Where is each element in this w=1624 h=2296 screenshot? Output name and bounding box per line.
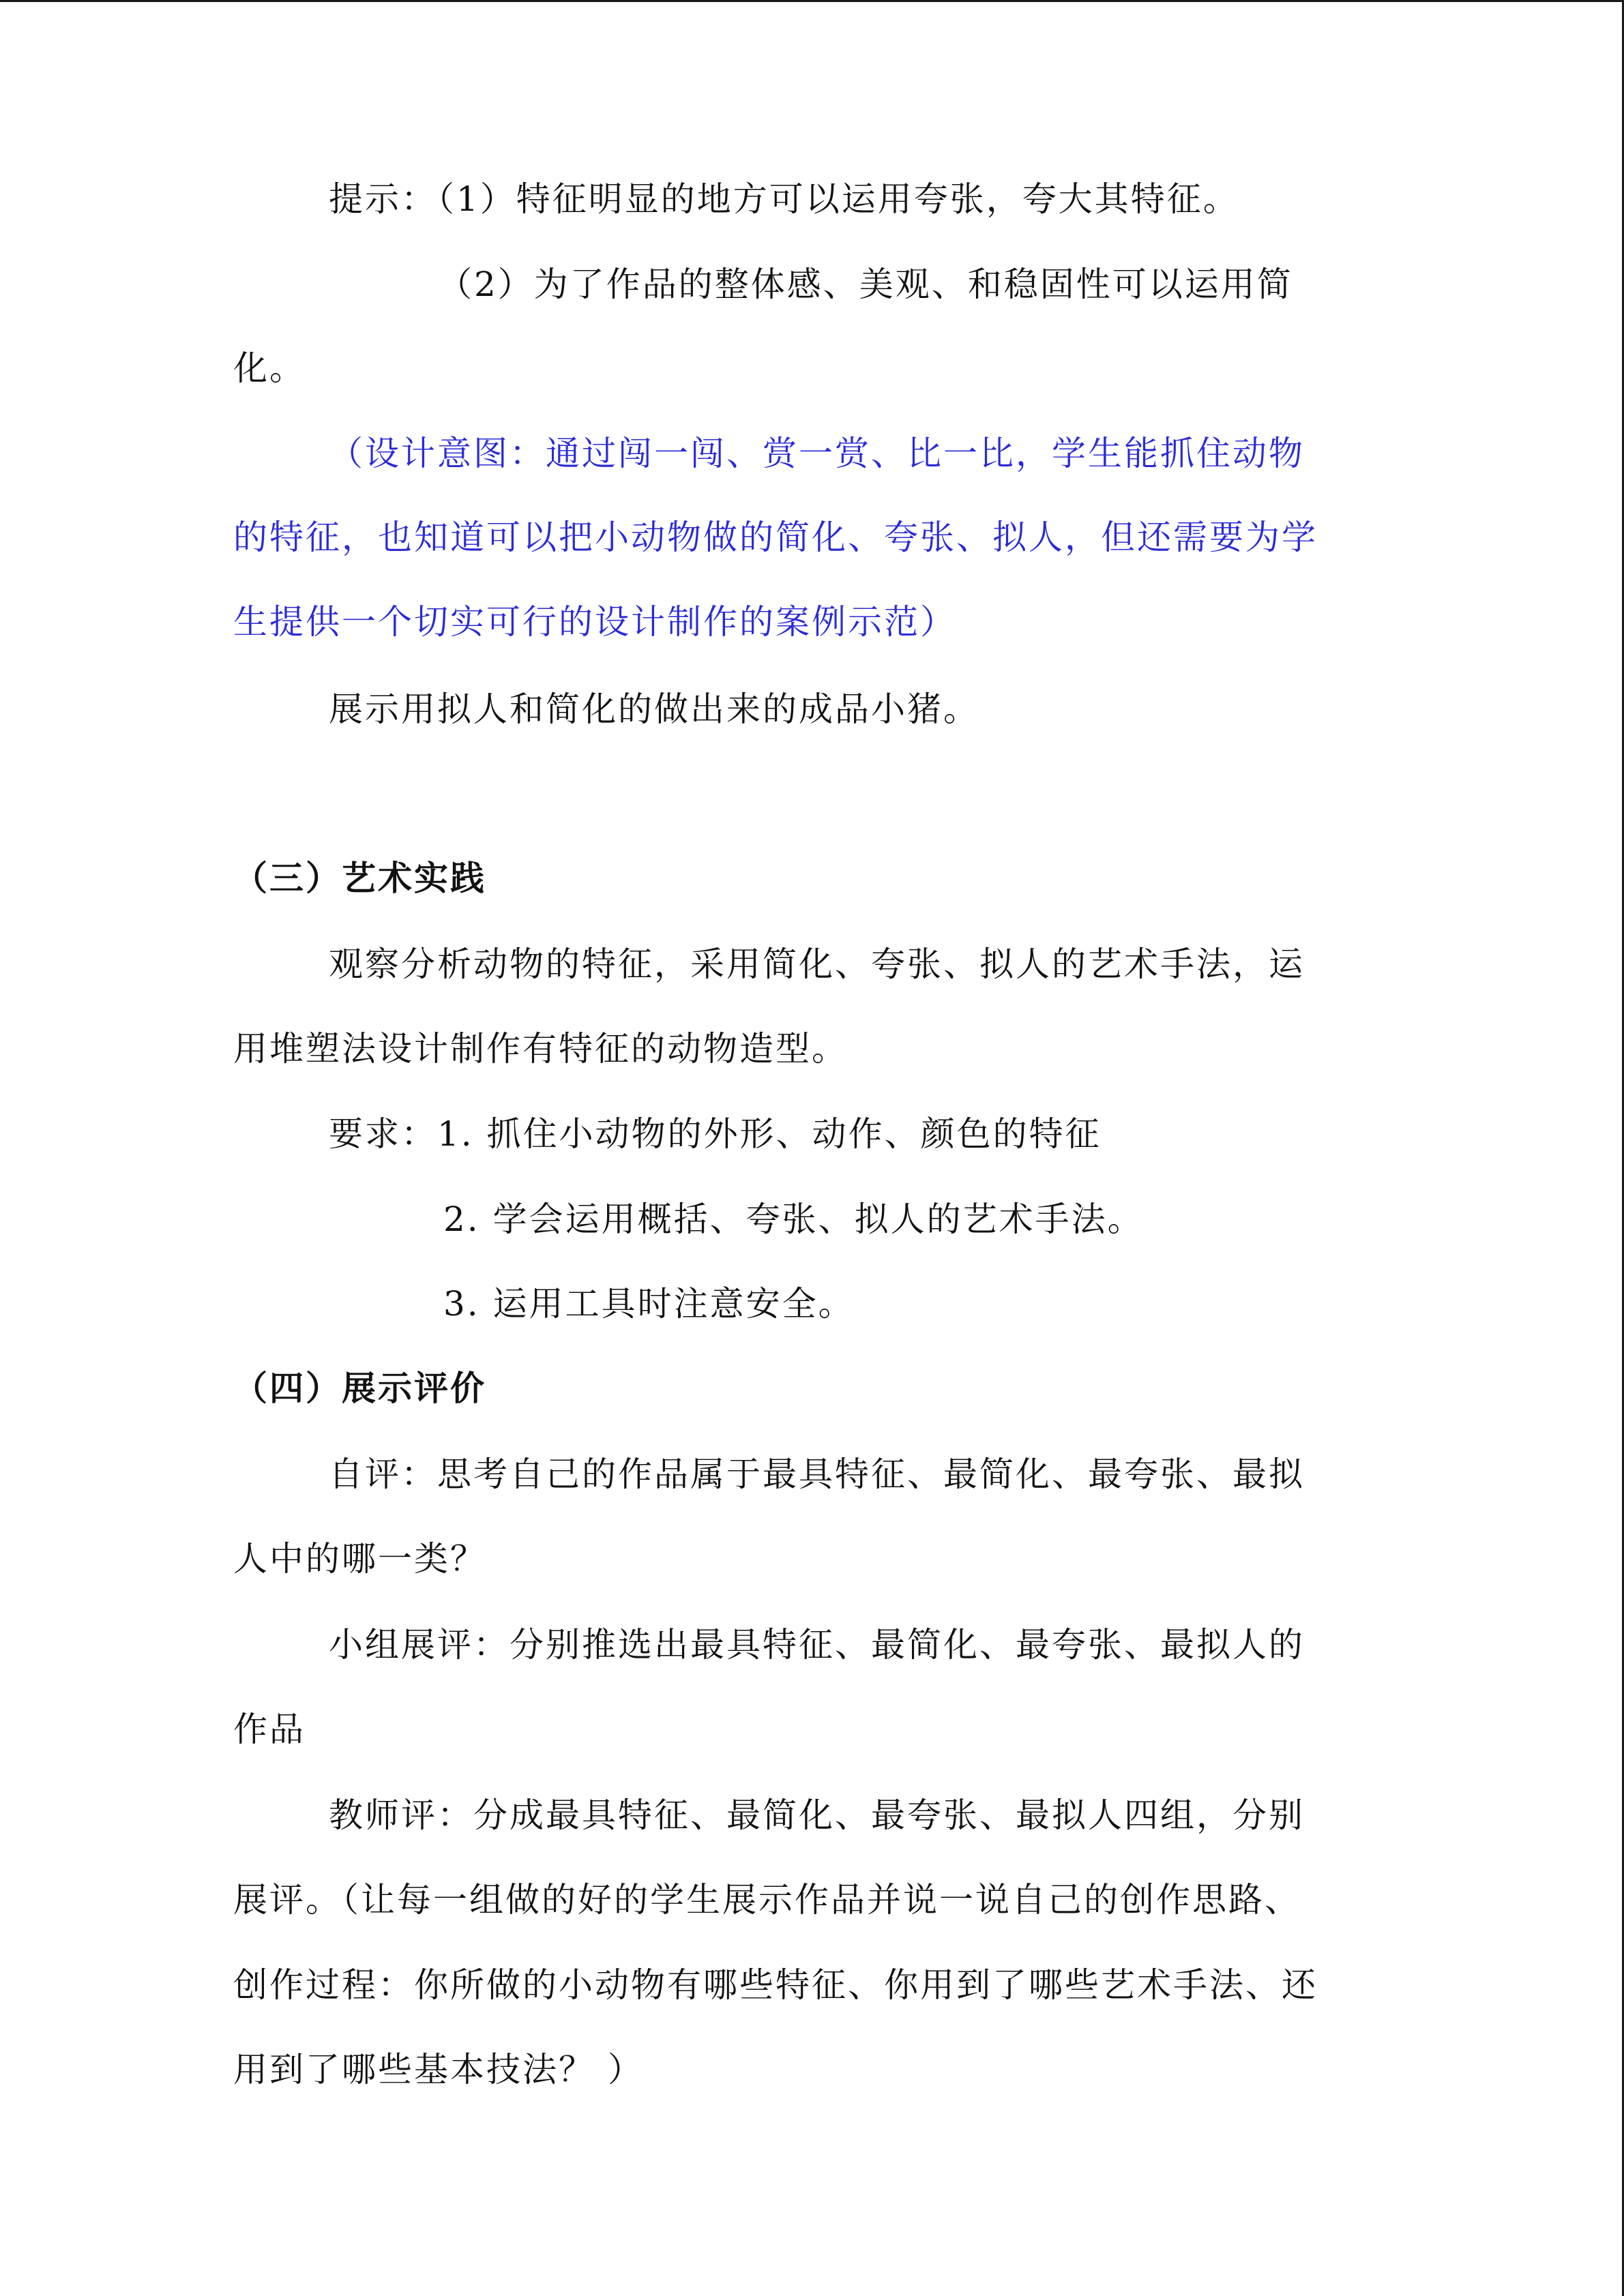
design-intent-line-1: （设计意图：通过闯一闯、赏一赏、比一比，学生能抓住动物 xyxy=(329,434,1305,473)
requirement-2: 2. 学会运用概括、夸张、拟人的艺术手法。 xyxy=(443,1199,1144,1239)
practice-line-1: 观察分析动物的特征，采用简化、夸张、拟人的艺术手法，运 xyxy=(329,944,1305,984)
self-eval-line-1: 自评：思考自己的作品属于最具特征、最简化、最夸张、最拟 xyxy=(329,1455,1305,1494)
hint-line-1: 提示：（1）特征明显的地方可以运用夸张，夸大其特征。 xyxy=(329,179,1239,219)
design-intent-line-2: 的特征，也知道可以把小动物做的简化、夸张、拟人，但还需要为学 xyxy=(233,518,1318,557)
section-heading-evaluation: （四）展示评价 xyxy=(233,1368,486,1408)
requirement-3: 3. 运用工具时注意安全。 xyxy=(443,1284,855,1324)
teacher-eval-line-1: 教师评：分成最具特征、最简化、最夸张、最拟人四组，分别 xyxy=(329,1795,1305,1835)
group-eval-line-2: 作品 xyxy=(233,1710,306,1749)
self-eval-line-2: 人中的哪一类？ xyxy=(233,1539,486,1579)
practice-line-2: 用堆塑法设计制作有特征的动物造型。 xyxy=(233,1029,848,1069)
section-heading-art-practice: （三）艺术实践 xyxy=(233,858,486,898)
design-intent-line-3: 生提供一个切实可行的设计制作的案例示范） xyxy=(233,602,956,642)
hint-line-3: 化。 xyxy=(233,348,306,388)
teacher-eval-line-3: 创作过程：你所做的小动物有哪些特征、你用到了哪些艺术手法、还 xyxy=(233,1965,1318,2005)
teacher-eval-line-4: 用到了哪些基本技法？ ） xyxy=(233,2050,644,2089)
showcase-line: 展示用拟人和简化的做出来的成品小猪。 xyxy=(329,689,979,729)
group-eval-line-1: 小组展评：分别推选出最具特征、最简化、最夸张、最拟人的 xyxy=(329,1625,1305,1665)
teacher-eval-line-2: 展评。（让每一组做的好的学生展示作品并说一说自己的创作思路、 xyxy=(233,1880,1301,1920)
hint-line-2: （2）为了作品的整体感、美观、和稳固性可以运用简 xyxy=(438,265,1293,304)
requirement-1: 要求：1. 抓住小动物的外形、动作、颜色的特征 xyxy=(329,1114,1102,1154)
